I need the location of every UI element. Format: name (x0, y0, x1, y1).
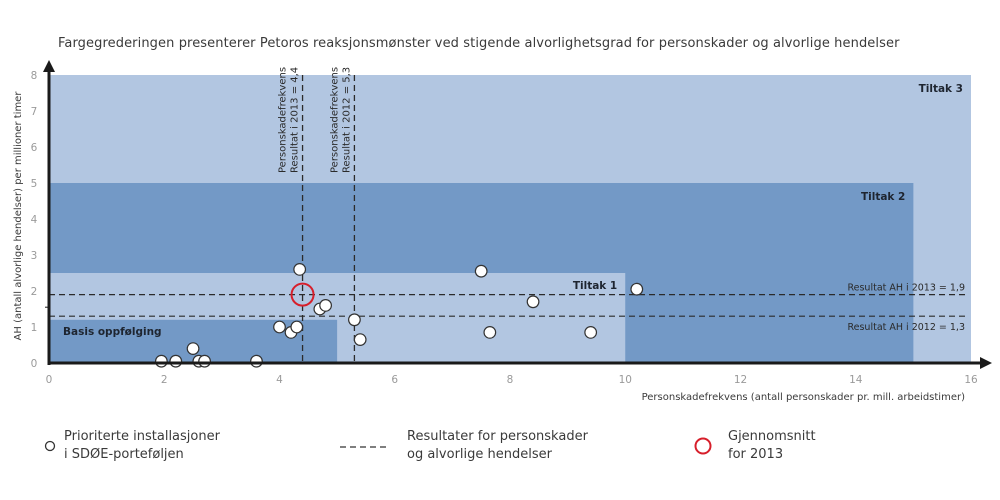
y-tick-label: 1 (30, 322, 38, 334)
reference-label: Resultat AH i 2012 = 1,3 (847, 322, 965, 334)
installation-point (274, 321, 286, 333)
y-tick-label: 8 (30, 70, 38, 82)
legend-label-line2: i SDØE-porteføljen (64, 447, 184, 462)
installation-point (251, 355, 263, 367)
reference-label: Personskadefrekvens (329, 66, 341, 173)
legend-item-average (693, 428, 816, 464)
x-tick-label: 14 (849, 374, 863, 386)
installation-point (354, 334, 366, 346)
installation-point (156, 355, 168, 367)
legend-label-line2: og alvorlige hendelser (407, 447, 552, 462)
y-tick-label: 2 (30, 286, 38, 298)
x-tick-label: 8 (506, 374, 514, 386)
x-tick-label: 12 (733, 374, 748, 386)
y-tick-label: 5 (30, 178, 38, 190)
installation-point (585, 327, 597, 339)
installation-point (187, 343, 199, 355)
reference-label: Resultat AH i 2013 = 1,9 (847, 282, 965, 294)
y-axis-title: AH (antall alvorlige hendelser) per millioner timer (13, 91, 24, 341)
y-tick-label: 7 (30, 106, 38, 118)
x-tick-label: 16 (964, 374, 978, 386)
x-axis-arrow-icon (980, 357, 992, 369)
y-tick-label: 0 (30, 358, 38, 370)
installation-point (631, 283, 643, 295)
y-axis-arrow-icon (43, 60, 55, 72)
region-label: Tiltak 3 (918, 83, 963, 95)
open-circle-icon (44, 428, 58, 464)
x-axis-title: Personskadefrekvens (antall personskader pr. mill. arbeidstimer) (641, 392, 965, 403)
x-tick-label: 4 (276, 374, 283, 386)
installation-point (527, 296, 539, 308)
y-tick-label: 4 (30, 214, 38, 226)
installation-point (170, 355, 182, 367)
installation-point (349, 314, 361, 326)
installation-point (199, 355, 211, 367)
x-tick-label: 0 (45, 374, 53, 386)
installation-point (320, 300, 332, 312)
installation-point (291, 321, 303, 333)
installation-point (484, 327, 496, 339)
legend-item-installations (44, 428, 220, 464)
installation-point (475, 265, 487, 277)
reference-label: Personskadefrekvens (277, 66, 289, 173)
reference-label: Resultat i 2013 = 4,4 (289, 66, 301, 173)
legend-label-line1: Gjennomsnitt (728, 429, 816, 444)
region-label: Tiltak 1 (572, 280, 618, 292)
chart-title: Fargegrederingen presenterer Petoros reaksjonsmønster ved stigende alvorlighetsgrad for personskader og alvorlige hendelser (58, 36, 900, 51)
x-tick-label: 2 (160, 374, 168, 386)
legend-item-results (340, 428, 588, 464)
reference-label: Resultat i 2012 = 5,3 (341, 66, 353, 173)
x-tick-label: 6 (391, 374, 399, 386)
red-circle-icon (693, 428, 715, 464)
legend-label-line2: for 2013 (728, 447, 784, 462)
region-label: Tiltak 2 (860, 191, 906, 203)
x-tick-label: 10 (618, 374, 632, 386)
legend-label-line1: Resultater for personskader (407, 429, 588, 444)
dashed-line-icon (340, 428, 392, 464)
y-tick-label: 6 (30, 142, 38, 154)
installation-point (294, 264, 306, 276)
legend-label-line1: Prioriterte installasjoner (64, 429, 220, 444)
region-label: Basis oppfølging (63, 325, 162, 338)
severity-regions (49, 75, 971, 363)
y-tick-label: 3 (30, 250, 38, 262)
